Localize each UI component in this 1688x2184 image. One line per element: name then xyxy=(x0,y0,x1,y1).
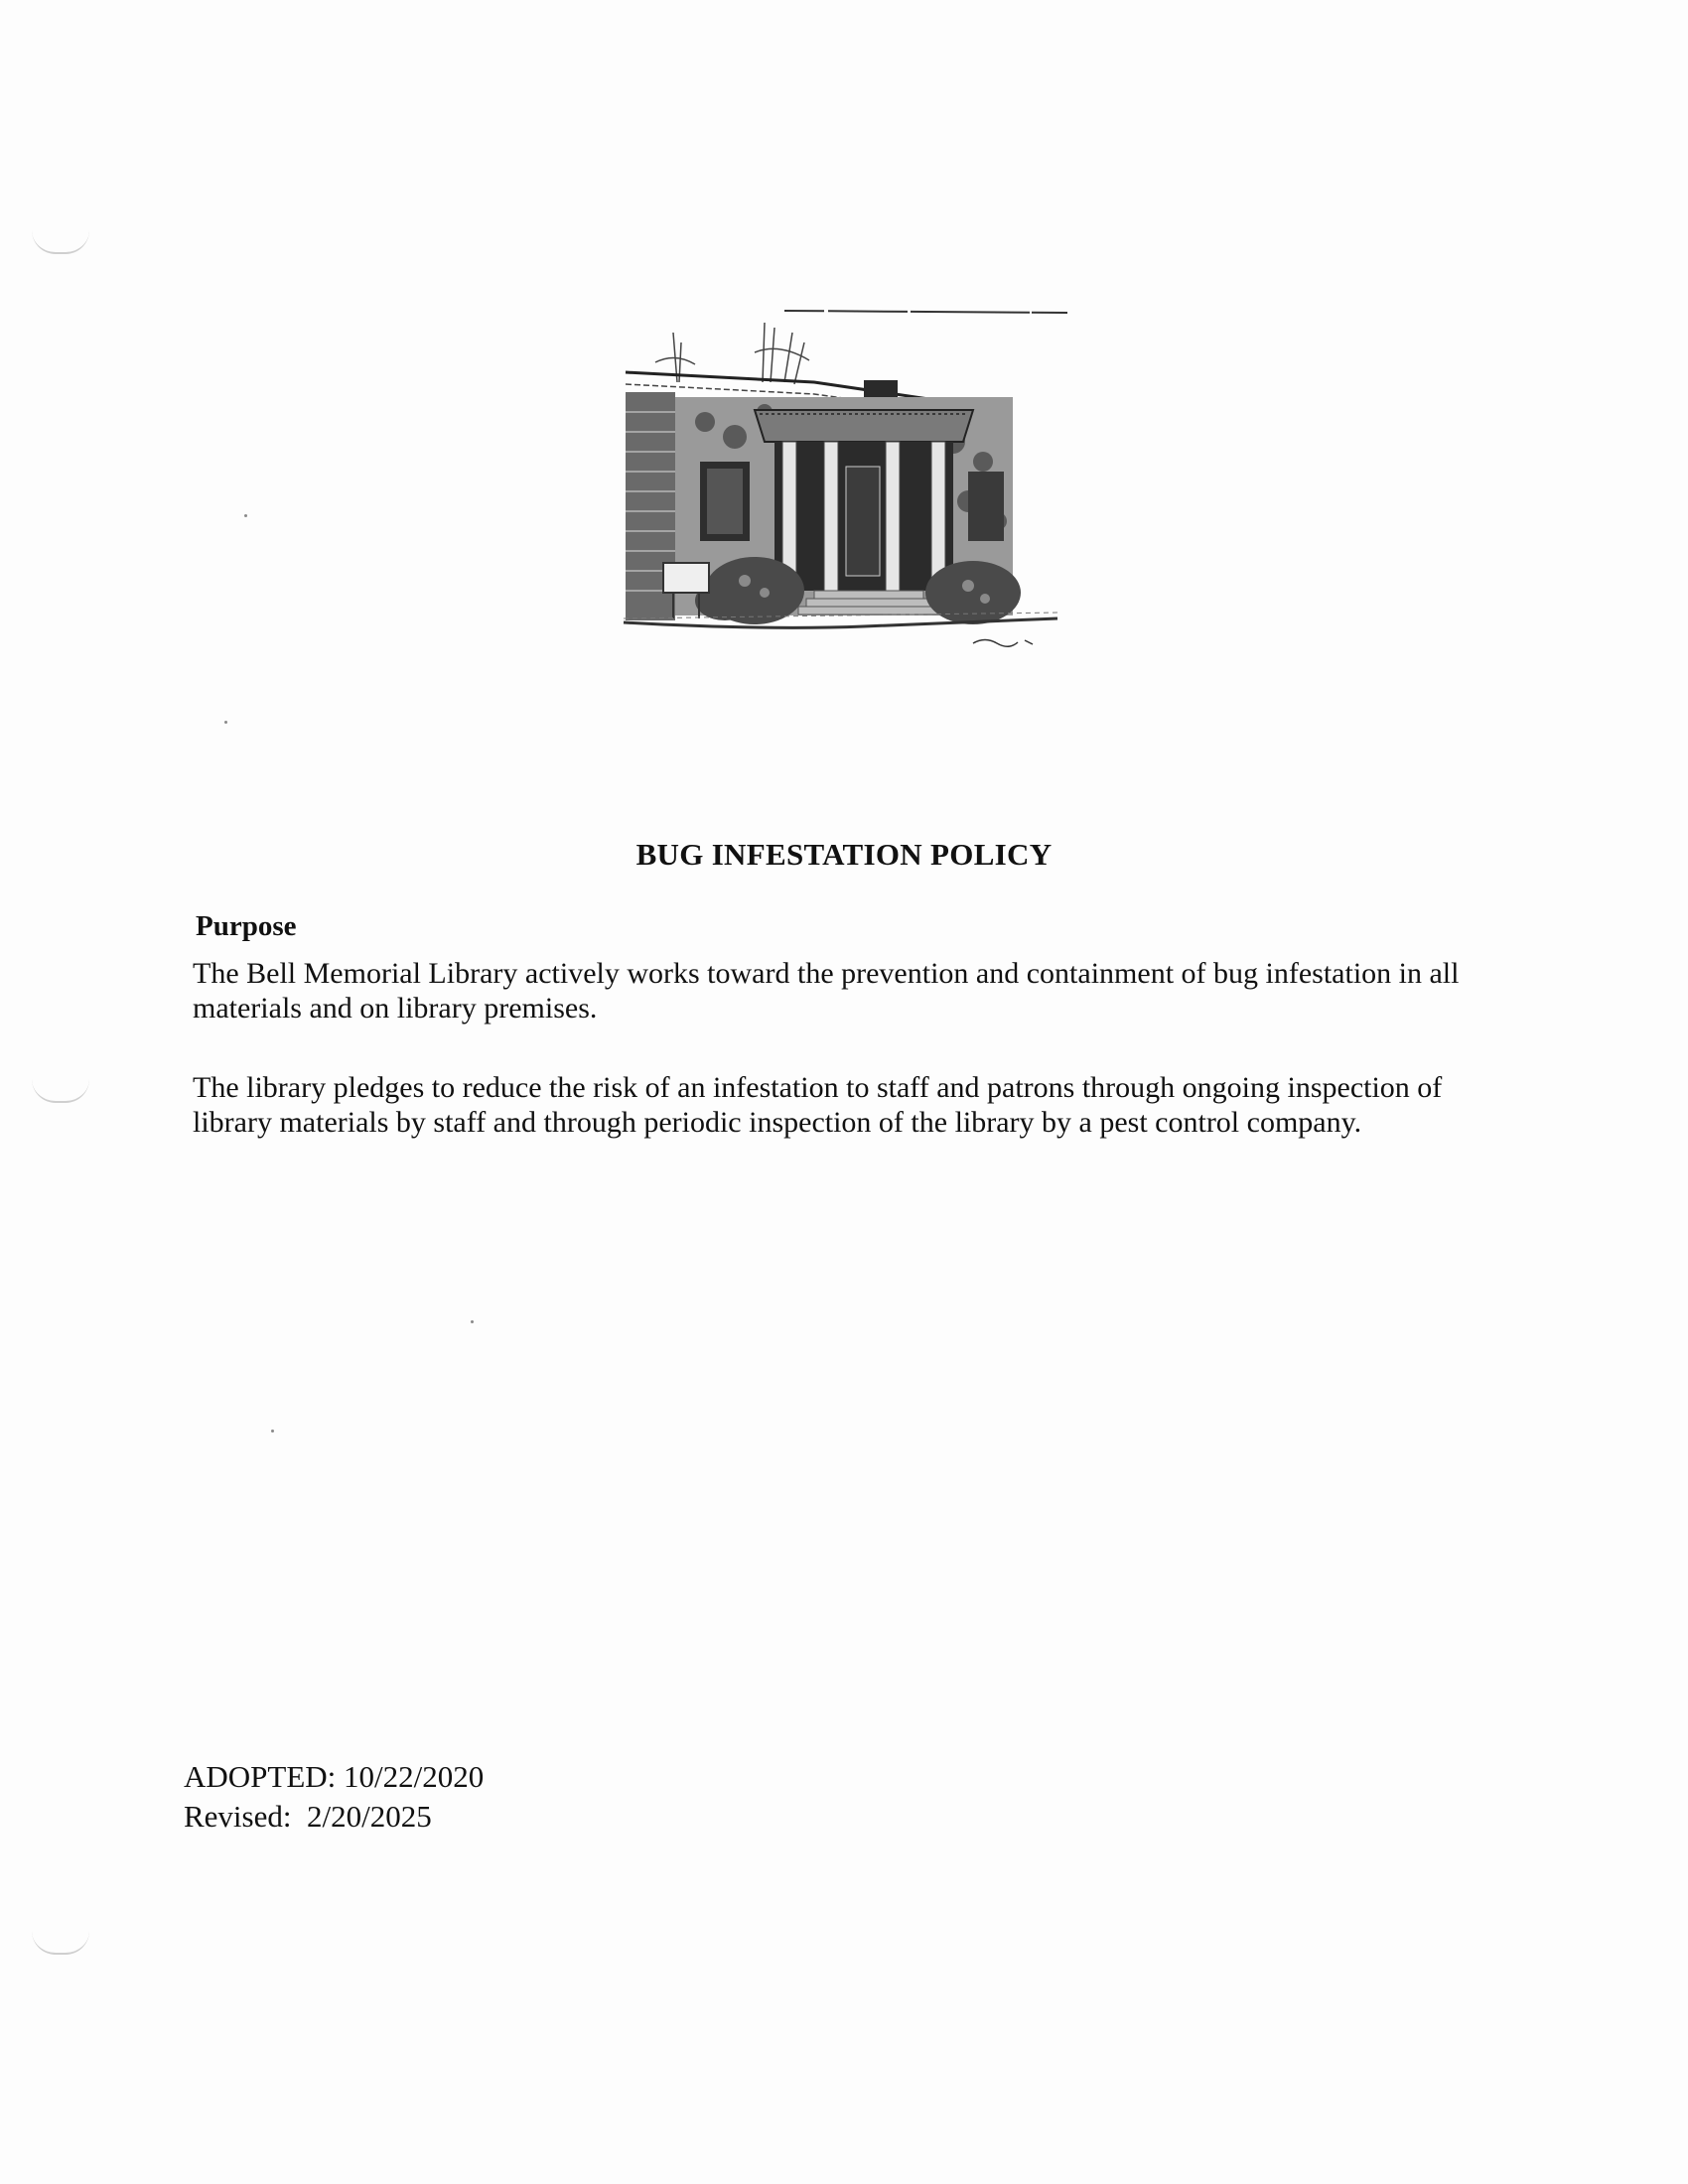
punch-hole-bottom xyxy=(32,1931,89,1955)
purpose-heading: Purpose xyxy=(196,910,297,942)
revised-date: Revised: 2/20/2025 xyxy=(184,1799,432,1834)
scan-speck xyxy=(224,721,227,724)
punch-hole-middle xyxy=(32,1079,89,1103)
policy-dates xyxy=(184,1757,484,1837)
punch-hole-top xyxy=(32,230,89,254)
scan-speck xyxy=(471,1320,474,1323)
purpose-paragraph-2: The library pledges to reduce the risk of an infestation to staff and patrons through ongoing inspection of library materials by staff and through periodic inspection of the library by a pest control company. xyxy=(193,1071,1443,1139)
library-building-sketch-icon xyxy=(616,303,1072,660)
scan-speck xyxy=(244,514,247,517)
policy-title: BUG INFESTATION POLICY xyxy=(635,837,1053,872)
scan-speck xyxy=(271,1430,274,1433)
purpose-paragraph-1: The Bell Memorial Library actively works toward the prevention and containment of bug infestation in all materials and on library premises. xyxy=(193,957,1460,1024)
adopted-date: ADOPTED: 10/22/2020 xyxy=(184,1759,485,1794)
